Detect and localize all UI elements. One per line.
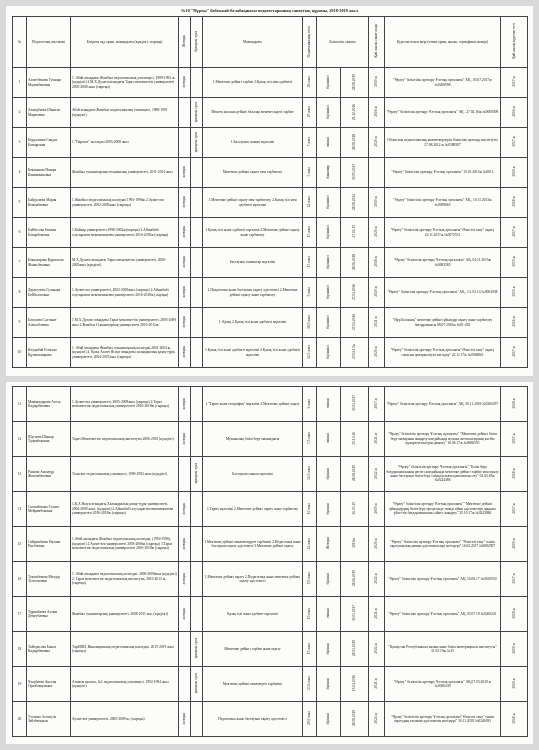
experience: 12,5 жыл: [303, 338, 317, 368]
header-category: Біліктілік санаты: [317, 17, 369, 68]
specialty: 1.Бастауыш сынып мұғалімі: [203, 128, 303, 158]
specialty: 1.Қазақ тілі және әдебиеті мұғалімі 2.Мектепке дейінгі оқыту және тәрбиелеу: [203, 218, 303, 248]
higher-education: жоғары: [179, 338, 191, 368]
higher-education: жоғары: [179, 492, 191, 527]
row-number: 6: [13, 218, 27, 248]
higher-education: жоғары: [179, 218, 191, 248]
year-course: 2016 ж: [501, 308, 528, 338]
specialty: Мектеп жасына дейінгі балалар мекемесіндегі тәрбие: [203, 98, 303, 128]
experience: 23,6 жыл: [303, 667, 317, 702]
course-info: Облыстық педагогикалық кызметкерлерін біліктілік арттыру институты 27.08.2012 ж №0388587: [385, 128, 501, 158]
higher-education: [179, 632, 191, 667]
education: ТарМПИ, Инновациялық педагогикалық колледжі. 2015-2019 жыл (сыртқы): [71, 632, 179, 667]
category: біріншісі: [317, 218, 341, 248]
category-date: 28.08.2019: [341, 457, 369, 492]
higher-education: жоғары: [179, 702, 191, 737]
experience: 15 жыл: [303, 632, 317, 667]
course-info: "Өрлеу" біліктілік арттыру Ұлттық орталығы" 15.01.2015ж №0013: [385, 158, 501, 188]
row-number: 1: [13, 68, 27, 98]
secondary-education: арнаулы орта: [191, 457, 203, 492]
course-info: "Өрлеу" біліктілік арттыру Ұлттық орталығы" Өзін-өзі тану" оқыту сапасын жоғарылатуға негіздер" 22.11.17ж №0084861: [385, 338, 501, 368]
table-row: [13, 457, 528, 492]
year-category: 2020 ж: [369, 128, 385, 158]
education: Жамбыл гуманитарлық университеті, 2008-2011 жж, (күндізгі): [71, 597, 179, 632]
secondary-education: арнаулы орта: [191, 98, 203, 128]
category-date: 27.02.2016: [341, 308, 369, 338]
row-number: 4: [13, 158, 27, 188]
table-row: [13, 387, 528, 422]
experience: 25 жыл: [303, 98, 317, 128]
teacher-name: Бекжанова Назира Канимжановна: [27, 158, 71, 188]
specialty: Педагогика және бастауыш оқыту әдістемесі: [203, 702, 303, 737]
category: екінші: [317, 387, 341, 422]
specialty: Қазақ тілі және әдебиет мұғалімі: [203, 597, 303, 632]
higher-education: жоғары: [179, 248, 191, 278]
education: Алматы қаласы, №1 педагогикалық училищесі, 1992-1994 жыл (күндізгі): [71, 667, 179, 702]
higher-education: жоғары: [179, 422, 191, 457]
education: 1.М.Х.Дулати атындағы Тараз мемлекеттік университеті, 2005-2009 жыл 2.Жамбыл Гуманитарлық университеті 2010-2012ж: [71, 308, 179, 338]
course-info: "Өрлеу" біліктілік арттыру Ұлттық орталығы" Өзін-өзі тану" пәнін оқытудың ғылыми-әдістемелік негіздері" 30.11.2018 №0246393: [385, 702, 501, 737]
table-row: [13, 632, 528, 667]
year-course: 2017 ж: [501, 218, 528, 248]
teacher-name: Байдулаева Мария Кеменбаевна: [27, 188, 71, 218]
category-date: 27.02.17ж: [341, 338, 369, 368]
year-course: 2019 ж: [501, 527, 528, 562]
table-row: [13, 338, 528, 368]
course-info: "Өрлеу" біліктілік арттыру Ұлттық орталығы" "Мектепке дейінгі білім беру мазмұнын жаңарту жағдайында музыка жетекшілерінің кәсіби құзыреттіліктерін дамыту" 16.06.17ж №0066555: [385, 422, 501, 457]
specialty: 1."Тарих және география" мұғалімі 2.Мектепке дейінгі оқыту: [203, 387, 303, 422]
specialty: Бастауыш сынып мұғалімі: [203, 457, 303, 492]
specialty: 1.Мектепке дейінгі оқыту мен тәрбиелеу, 2.Қазақ тілі мен әдебиеті мұғалімі: [203, 188, 303, 218]
year-category: [369, 158, 385, 188]
course-info: "Қазақстан Республикасы назым және білім интеграциясы институты" 31.03.19ж №15: [385, 632, 501, 667]
teacher-name: Тұрамбаева Алтын Демеубаевна: [27, 597, 71, 632]
year-category: 2020 ж: [369, 218, 385, 248]
header-specialty: Мамандығы: [203, 17, 303, 68]
experience: 10 жыл: [303, 492, 317, 527]
year-category: 2024 ж: [369, 632, 385, 667]
header-year-category: Қай жылы санат алды: [369, 17, 385, 68]
table-row: [13, 597, 528, 632]
year-course: 2018 ж: [501, 457, 528, 492]
category: бакалавр: [317, 158, 341, 188]
header-secondary: Арнаулы орта: [191, 17, 203, 68]
teacher-name: Баталова Сәлтанат Алпысбаевна: [27, 308, 71, 338]
row-number: 10: [13, 338, 27, 368]
education: 1.Абай атындағы Жамбыл педагогикалық колледжі, (1994-1996), (күндізгі) 2.Аулие-ата университеті 2003-2006ж (сыртқы) 3.Тараз мемлекеттік педагогикалық университеті 2016-2018ж (сыртқы): [71, 527, 179, 562]
higher-education: жоғары: [179, 278, 191, 308]
category: бірінші: [317, 667, 341, 702]
course-info: "Өрлеу" біліктілік арттыру Ұлттық орталығы" "Білім беру бағдарламасының негізгі жағдайында мектепке дейінгі тәрбие мен оқыту және бастауыш білім беру сабақтастығы қамтамасыз ету" 02.03.18ж №0224486: [385, 457, 501, 492]
page-1: [6, 6, 533, 376]
category: бірінші: [317, 702, 341, 737]
category: біріншісі: [317, 338, 341, 368]
experience: 6 жыл: [303, 387, 317, 422]
year-category: 2019 ж: [369, 188, 385, 218]
secondary-education: [191, 702, 203, 737]
education: Аулие-ата университеті, 2005-2009 ж, (сыртқы): [71, 702, 179, 737]
category-date: 28.01.2019: [341, 632, 369, 667]
category: бірінші: [317, 457, 341, 492]
year-course: 2017 ж: [501, 128, 528, 158]
header-courses: Курстан өткен жері (өткен орны, жылы, сертификат нөмірі): [385, 17, 501, 68]
row-number: 13: [13, 457, 27, 492]
course-info: "Өрлеу" біліктілік арттыру Ұлттық орталығы" Өзін-өзі тану" оқыту 22.11.2017ж №0072531: [385, 218, 501, 248]
experience: 26 жыл: [303, 68, 317, 98]
table-row: [13, 308, 528, 338]
year-course: 2019 ж: [501, 158, 528, 188]
specialty: Музыкалық білім беру мамандығы: [203, 422, 303, 457]
teacher-name: Ахмедбаева Шынгыс Маратовна: [27, 98, 71, 128]
table-row: [13, 128, 528, 158]
education: Таласкәт педагогикалық училищесі, 1990-1992 жыл (күндізгі): [71, 457, 179, 492]
secondary-education: [191, 278, 203, 308]
course-info: "Өрлеу" біліктілік арттыру Ұлттық орталығы" АҚ, 05.07.18 №0260241: [385, 597, 501, 632]
experience: 7 жыл: [303, 128, 317, 158]
course-info: "Өрлеу" біліктілік арттыру Ұлттық орталығы" АҚ , 27.02.16ж №0060309: [385, 98, 501, 128]
category: біріншісі: [317, 308, 341, 338]
higher-education: [179, 128, 191, 158]
experience: 29,9 жыл: [303, 702, 317, 737]
year-category: 2021 ж: [369, 667, 385, 702]
table-row: [13, 158, 528, 188]
table-row: [13, 188, 528, 218]
course-info: "Өрлеу" біліктілік арттыру Ұлттық орталығы" АҚ, 04.11.2015ж №0082385: [385, 248, 501, 278]
specialty: 1.Мектепке дейінгі тәрбие 2.Қазақ тілі мен әдебиеті: [203, 68, 303, 98]
secondary-education: [191, 562, 203, 597]
year-course: 2015 ж: [501, 248, 528, 278]
row-number: 20: [13, 702, 27, 737]
table-row: [13, 278, 528, 308]
secondary-education: [191, 422, 203, 457]
experience: 10 жыл: [303, 597, 317, 632]
education: 1.Кайнар университеті,1998-2002ж(сыртқы) 2.Айшабибі хлусыратпи мекеменькеева университеті 2016-2018ж (сыртқы): [71, 218, 179, 248]
teacher-name: Мамакадирова Асель Кадырбековна: [27, 387, 71, 422]
education: Жамбыл гуманитарлық-техникалық университеті, 2011-2014 жыл: [71, 158, 179, 188]
course-info: "Өрлеу" біліктілік арттыру Ұлттық орталығы" АҚ., 14. 02.14 №0061038: [385, 278, 501, 308]
education: 1.Аулие-ата университеті, 2002-2005жыл (сыртқы) 2.Айшабибі хлусыратпи мекеменькеева университеті 2016-2018ж (сыртқы): [71, 278, 179, 308]
specialty: 1.Тарих мұғалімі 2.Мектепке дейінгі оқыту және тәрбиелеу: [203, 492, 303, 527]
year-category: 2016 ж: [369, 98, 385, 128]
row-number: 12: [13, 422, 27, 457]
teacher-name: Сайрамбаева Раушан Рысбаевна: [27, 527, 71, 562]
higher-education: жоғары: [179, 158, 191, 188]
experience: 16,9 жыл: [303, 308, 317, 338]
secondary-education: [191, 338, 203, 368]
category: біріншісі: [317, 98, 341, 128]
higher-education: [179, 667, 191, 702]
category: біріншісі: [317, 68, 341, 98]
experience: 12,5 жыл: [303, 457, 317, 492]
category-date: 28.08.2019: [341, 68, 369, 98]
teacher-name: Ахметбекова Гулнара Маденбековна: [27, 68, 71, 98]
row-number: 2: [13, 98, 27, 128]
experience: 5 жыл: [303, 278, 317, 308]
document-title: №10 "Нұрлы" бөбекжай-балабақшасы педагогтарының санаттық құрамы, 2018-2019 жыл: [181, 8, 358, 13]
year-category: 2024 ж: [369, 702, 385, 737]
experience: 7,5 жыл: [303, 422, 317, 457]
category-date: 30.03.2017: [341, 597, 369, 632]
teacher-name: Калдыбай Есімхан Құтмыханқызы: [27, 338, 71, 368]
higher-education: жоғары: [179, 387, 191, 422]
education: 1. Абай атындағы Жамбыл педагогикалық училищесі, 1989-1992 ж, (күндізгі) 2.М.Х.Дулати атындағы Тараз мемлекеттік университеті 2005-2008 жыл (сыртқы): [71, 68, 179, 98]
table-header-row: [13, 17, 528, 68]
teacher-name: Тоқтыбекова Мөлдір Тулегеновна: [27, 562, 71, 597]
teacher-name: Байбосова Бекжан Батырбековна: [27, 218, 71, 248]
higher-education: жоғары: [179, 527, 191, 562]
table-row: [13, 562, 528, 597]
staff-table-part-1: [12, 16, 528, 368]
table-row: [13, 667, 528, 702]
table-row: [13, 527, 528, 562]
specialty: 1.Мектепке дейінгі мекемелердегі тәрбиеші 2.Педагогика және бастауыш оқыту әдістемесі 3.Мектепке дейінгі оқыту: [203, 527, 303, 562]
course-info: "Өрлеу" біліктілік арттыру Ұлттық орталығы" АҚ,07.03.2019 ж №0050249: [385, 667, 501, 702]
specialty: Мектепке дейінгі тәрбие және оқыту: [203, 632, 303, 667]
page-2: [6, 382, 533, 744]
row-number: 5: [13, 188, 27, 218]
year-category: 2020 ж: [369, 527, 385, 562]
teacher-name: Бекназарова Қарлыгаш Жанасбековна: [27, 248, 71, 278]
year-course: 2015 ж: [501, 278, 528, 308]
category-date: 2019ж: [341, 527, 369, 562]
education: 1. Абай атындағы Жамбыл гуманитарлық колледжі,2001-2004 ж, (күндізгі) 2. Қожа Ахмет Ясауи атындағы халықаралық қазақ-түрік университеті, 2004-2007жыл (сыртқы): [71, 338, 179, 368]
experience: 22 жыл: [303, 527, 317, 562]
experience: 22 жыл: [303, 188, 317, 218]
header-edu: Бітірген оқу орны, мамандығы (күндізгі, сыртқы): [71, 17, 179, 68]
year-category: 2017 ж: [369, 387, 385, 422]
teacher-name: Бердалиева Сандат Баткаровна: [27, 128, 71, 158]
teacher-name: Даулпузова Гульнара Бейболатовна: [27, 278, 71, 308]
secondary-education: арнаулы орта: [191, 667, 203, 702]
education: 1.Жамбыл педагогикалық колледжі 1993-1996ж 2.Аулие-ата университеті, 2002-2005жыл (сыртқы): [71, 188, 179, 218]
year-course: 2017 ж: [501, 68, 528, 98]
higher-education: жоғары: [179, 188, 191, 218]
experience: 13 жыл: [303, 248, 317, 278]
education: Тараз Мемлекеттік педагогикалық институты 2006-2010 (күндізгі): [71, 422, 179, 457]
year-category: 2021 ж: [369, 308, 385, 338]
year-category: 2021 ж: [369, 597, 385, 632]
specialty: Бастауыш сыныптар мұғалімі: [203, 248, 303, 278]
experience: 3 жыл: [303, 158, 317, 188]
higher-education: жоғары: [179, 597, 191, 632]
year-category: 2018 ж: [369, 248, 385, 278]
secondary-education: [191, 527, 203, 562]
year-course: 2018 ж: [501, 387, 528, 422]
education: 1.Аулие-ата университеті, 2005-2009жыл (сыртқы) 2.Тараз мемлекеттік педагогикалық университеті 2016-2018ж (сыртқы): [71, 387, 179, 422]
teacher-name: Шугаева Шынар Тадинбековна: [27, 422, 71, 457]
year-course: 2017 ж: [501, 562, 528, 597]
year-course: 2017 ж: [501, 492, 528, 527]
year-course: 2016 ж: [501, 98, 528, 128]
secondary-education: [191, 248, 203, 278]
category-date: 30.01.2017: [341, 387, 369, 422]
category-date: 28.06.2019: [341, 562, 369, 597]
row-number: 8: [13, 278, 27, 308]
higher-education: жоғары: [179, 562, 191, 597]
table-row: [13, 492, 528, 527]
course-info: "Өрлеу" біліктілік арттыру Ұлттық орталығы" АҚ, 16.06.17 №0106550: [385, 562, 501, 597]
experience: 9,5 жыл: [303, 562, 317, 597]
table-row: [13, 248, 528, 278]
year-course: 2017 ж: [501, 338, 528, 368]
category-date: 15.04.2016: [341, 667, 369, 702]
year-category: 2020 ж: [369, 338, 385, 368]
secondary-education: [191, 308, 203, 338]
secondary-education: [191, 68, 203, 98]
row-number: 7: [13, 248, 27, 278]
year-course: 2018 ж: [501, 597, 528, 632]
category-date: 25.12.2016: [341, 98, 369, 128]
teacher-name: Тайтұмсова Бакыт Кадырбековна: [27, 632, 71, 667]
table-row: [13, 218, 528, 248]
table-row: [13, 422, 528, 457]
secondary-education: [191, 387, 203, 422]
secondary-education: [191, 188, 203, 218]
category: біріншісі: [317, 248, 341, 278]
specialty: Мектепке дейінгі оқыту мен тәрбиелеу: [203, 158, 303, 188]
category: Жоғары: [317, 527, 341, 562]
category: бірінші: [317, 562, 341, 597]
category-date: 27.02.2016: [341, 278, 369, 308]
year-category: 2019 ж: [369, 492, 385, 527]
category: екінші: [317, 128, 341, 158]
category: бірінші: [317, 492, 341, 527]
secondary-education: [191, 492, 203, 527]
secondary-education: арнаулы орта: [191, 128, 203, 158]
higher-education: жоғары: [179, 308, 191, 338]
specialty: Мектепке дейінгі мекемедегі тәрбиеші: [203, 667, 303, 702]
row-number: 14: [13, 492, 27, 527]
row-number: 3: [13, 128, 27, 158]
education: Абай атындағы Жамбыл педагогикалық училищесі, 1988-1991 (күндізгі): [71, 98, 179, 128]
category-date: 28.06.2018: [341, 248, 369, 278]
course-info: "Өрлеу" біліктілік арттыру Ұлттық орталығы" АҚ., 10.11.2013ж №0059665: [385, 188, 501, 218]
year-category: 2022 ж: [369, 562, 385, 597]
year-category: 2020 ж: [369, 278, 385, 308]
specialty: 1.Қазақ тілі және әдебиеті мұғалімі 2.Қазақ тілі және әдебиеті мұғалімі: [203, 338, 303, 368]
category-date: 28.08.2018: [341, 128, 369, 158]
secondary-education: [191, 158, 203, 188]
header-experience: Педагогикалық өтілі: [303, 17, 317, 68]
secondary-education: [191, 597, 203, 632]
course-info: "Өрлеу" біліктілік арттыру Ұлттық орталығы" АҚ , 05.07.2017ж №0206998: [385, 68, 501, 98]
table-row: [13, 68, 528, 98]
header-year-course: Қай жылы курстан өтті: [501, 17, 528, 68]
category-date: 26.03.15: [341, 492, 369, 527]
higher-education: [179, 457, 191, 492]
education: 1. Абай атындағы педагогикалық колледжі, 2006-2009жыл (күндізгі) 2. Тараз мемлекеттік педагогикалық институты, 2010-2013 ж, (сыртқы): [71, 562, 179, 597]
header-higher: Жоғары: [179, 17, 191, 68]
row-number: 17: [13, 597, 27, 632]
row-number: 19: [13, 667, 27, 702]
year-course: 2019 ж: [501, 667, 528, 702]
header-name: Педагогтың аты-жөні: [27, 17, 71, 68]
teacher-name: Ұзорбаева Ақтоты Оразбекқызына: [27, 667, 71, 702]
specialty: 1.Мектепке дейінгі оқыту 2.Педагогика және мектепке дейінгі оқыту әдістемесі: [203, 562, 303, 597]
category-date: 30.05.2017: [341, 158, 369, 188]
row-number: 9: [13, 308, 27, 338]
year-course: 2018 ж: [501, 188, 528, 218]
year-category: 2022 ж: [369, 457, 385, 492]
category-date: 28.08.2019: [341, 702, 369, 737]
secondary-education: [191, 218, 203, 248]
teacher-name: Сагимбекова Гулнат Мейрамбековна: [27, 492, 71, 527]
course-info: "Нұр Болашақ" мектепке дейінгі ұйымдар оқыту және тәрбиелеу бағдарламасы 08.07.2016ж №01-292: [385, 308, 501, 338]
category-date: 28.08.2014: [341, 188, 369, 218]
specialty: 1. Қазақ 2.Қазақ тілі және әдебиеті мұғалімі: [203, 308, 303, 338]
row-number: 16: [13, 562, 27, 597]
teacher-name: Рашова Амантұр Жасымбековна: [27, 457, 71, 492]
experience: 13 жыл: [303, 218, 317, 248]
secondary-education: арнаулы орта: [191, 632, 203, 667]
category: екінші: [317, 422, 341, 457]
table-row: [13, 702, 528, 737]
category-date: 25.10.16: [341, 422, 369, 457]
category-date: 27.02.15: [341, 218, 369, 248]
header-num: №: [13, 17, 27, 68]
teacher-name: Утепова Асемгуль Зейтбекқызы: [27, 702, 71, 737]
table-row: [13, 98, 528, 128]
category: екінші: [317, 597, 341, 632]
higher-education: [179, 98, 191, 128]
specialty: 1.Педагогика және бастауыш оқыту әдістемесі 2.Мектепке дейінгі оқыту және тәрбиелеу: [203, 278, 303, 308]
year-course: 2017 ж: [501, 422, 528, 457]
row-number: 18: [13, 632, 27, 667]
year-course: 2019 ж: [501, 632, 528, 667]
year-category: 2019 ж: [369, 68, 385, 98]
row-number: 15: [13, 527, 27, 562]
category: біріншісі: [317, 188, 341, 218]
row-number: 11: [13, 387, 27, 422]
year-course: 2018 ж: [501, 702, 528, 737]
category: бірінші: [317, 632, 341, 667]
education: 1."Парасат" колледжі 2005-2008 жыл: [71, 128, 179, 158]
education: М.Х.Дулати атындағы Тараз мемлекеттік университеті, 2000-2005жыл (күндізгі): [71, 248, 179, 278]
course-info: "Өрлеу" біліктілік арттыру Ұлттық орталығы" "Мектепке дейінгі ұйымдардың білім беру процесінде тиімді ойын әдістемелері арқылы үйлестік бағдарламасына сәйкес жаңарту" 25.10.17ж №0223860: [385, 492, 501, 527]
staff-table-part-2: [12, 386, 528, 737]
course-info: "Өрлеу" біліктілік арттыру Ұлттық орталығы" "Өзін-өзі тану" пәнін оқытушылың маман-әдістемешілері негіздері" 16.02.2017 №0082997: [385, 527, 501, 562]
category: біріншісі: [317, 278, 341, 308]
education: 1.Қ.А.Ясауи атындағы Халықаралық қазақ-түрік университеті, 2004-2009 жыл, (күндізгі) 2.Айшабибі хлусыратпи мекеменькеева университеті 2016-2018ж (сыртқы): [71, 492, 179, 527]
higher-education: жоғары: [179, 68, 191, 98]
course-info: "Өрлеу" біліктілік арттыру Ұлттық орталығы" АҚ, 30.11.2018 №0260297: [385, 387, 501, 422]
year-category: 2021 ж: [369, 422, 385, 457]
